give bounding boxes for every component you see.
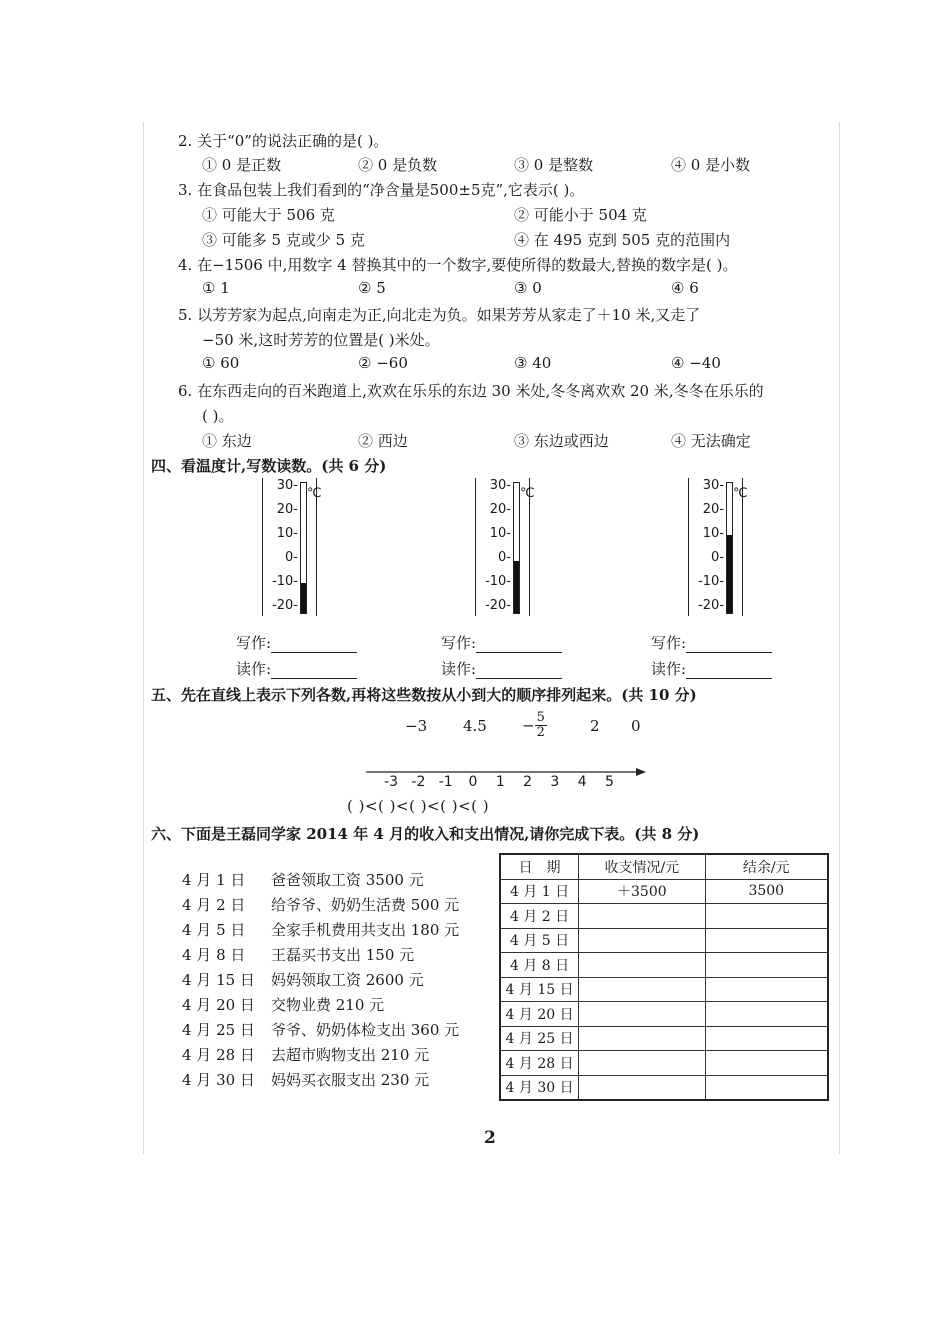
arrow-right-icon [636,768,646,776]
number-line-label: 0 [468,774,478,790]
cell-balance[interactable] [705,1075,828,1100]
number-line-label: 5 [605,774,614,790]
section-6-title: 六、下面是王磊同学家 2014 年 4 月的收入和支出情况,请你完成下表。(共 8 分) [151,825,700,843]
number-line-label: -3 [384,774,399,790]
celsius-unit: ℃ [733,486,748,501]
number-0: 0 [631,717,641,735]
q3-option-3: ③ 可能多 5 克或少 5 克 [202,231,365,249]
cell-change[interactable] [579,928,705,953]
q4-option-3: ③ 0 [514,279,542,297]
record-date: 4 月 20 日 [182,996,255,1014]
cell-change[interactable]: ＋3500 [579,879,705,904]
cell-balance[interactable] [705,904,828,929]
record-date: 4 月 5 日 [182,921,246,939]
cell-change[interactable] [579,1026,705,1051]
cell-balance[interactable] [705,928,828,953]
question-4: 4. 在−1506 中,用数字 4 替换其中的一个数字,要使所得的数最大,替换的数字是( )。 [178,256,738,274]
cell-date: 4 月 15 日 [500,977,579,1002]
header-date: 日 期 [500,854,579,879]
record-description: 妈妈买衣服支出 230 元 [271,1071,430,1089]
thermometer-3 [676,478,776,618]
number-line-label: 1 [495,774,505,790]
thermometer-tick-label: -20- [485,598,511,613]
therm3-write[interactable]: 写作: [651,632,772,653]
thermometer-tick-label: 20- [702,502,724,517]
cell-balance[interactable] [705,1002,828,1027]
table-row [500,879,828,904]
cell-date: 4 月 20 日 [500,1002,579,1027]
table-row [500,1075,828,1100]
page-number: 2 [484,1128,496,1148]
q5-option-1: ① 60 [202,354,240,372]
cell-balance[interactable] [705,1051,828,1076]
thermometer-tick-label: 10- [702,526,724,541]
thermometer-tube [513,482,520,614]
q5-option-2: ② −60 [358,354,408,372]
table-row [500,977,828,1002]
thermometer-tick-label: 10- [489,526,511,541]
thermometer-tick-label: 30- [276,478,298,493]
thermometer-tick-label: -20- [272,598,298,613]
q4-option-4: ④ 6 [671,279,699,297]
table-row [500,1002,828,1027]
record-description: 给爷爷、奶奶生活费 500 元 [271,896,460,914]
thermometer-tick-label: 0- [285,550,298,565]
q2-option-1: ① 0 是正数 [202,156,282,174]
table-row [500,928,828,953]
cell-change[interactable] [579,1002,705,1027]
number-4-5: 4.5 [463,717,487,735]
question-5-cont: −50 米,这时芳芳的位置是( )米处。 [202,331,440,349]
cell-change[interactable] [579,953,705,978]
mercury-fill [727,535,732,613]
record-description: 交物业费 210 元 [271,996,385,1014]
q2-option-2: ② 0 是负数 [358,156,438,174]
q6-option-4: ④ 无法确定 [671,432,751,450]
thermometer-2 [463,478,563,618]
table-row [500,904,828,929]
header-change: 收支情况/元 [579,854,705,879]
q6-option-2: ② 西边 [358,432,408,450]
record-date: 4 月 25 日 [182,1021,255,1039]
therm1-read[interactable]: 读作: [236,658,357,679]
celsius-unit: ℃ [520,486,535,501]
order-row[interactable]: ( )<( )<( )<( )<( ) [347,797,490,815]
question-6-cont: ( )。 [202,407,234,425]
q4-option-2: ② 5 [358,279,386,297]
thermometer-tick-label: 30- [702,478,724,493]
thermometer-tick-label: -10- [485,574,511,589]
section-5-title: 五、先在直线上表示下列各数,再将这些数按从小到大的顺序排列起来。(共 10 分) [151,686,697,704]
cell-change[interactable] [579,1075,705,1100]
q3-option-2: ② 可能小于 504 克 [514,206,647,224]
ledger-table [499,853,829,1101]
cell-date: 4 月 25 日 [500,1026,579,1051]
cell-date: 4 月 8 日 [500,953,579,978]
q5-option-3: ③ 40 [514,354,552,372]
section-4-title: 四、看温度计,写数读数。(共 6 分) [151,457,387,475]
cell-date: 4 月 30 日 [500,1075,579,1100]
table-header-row [500,854,828,879]
record-description: 王磊买书支出 150 元 [271,946,415,964]
cell-date: 4 月 28 日 [500,1051,579,1076]
cell-change[interactable] [579,1051,705,1076]
thermometer-tick-label: 0- [498,550,511,565]
record-date: 4 月 1 日 [182,871,246,889]
cell-change[interactable] [579,904,705,929]
record-description: 去超市购物支出 210 元 [271,1046,430,1064]
therm2-write[interactable]: 写作: [441,632,562,653]
thermometer-tick-label: 10- [276,526,298,541]
cell-balance[interactable] [705,953,828,978]
therm1-write[interactable]: 写作: [236,632,357,653]
cell-date: 4 月 5 日 [500,928,579,953]
mercury-fill [301,583,306,613]
table-row [500,953,828,978]
cell-balance[interactable]: 3500 [705,879,828,904]
thermometer-tube [300,482,307,614]
thermometer-tick-label: 30- [489,478,511,493]
thermometer-tube [726,482,733,614]
thermometer-tick-label: -20- [698,598,724,613]
record-description: 全家手机费用共支出 180 元 [271,921,460,939]
record-date: 4 月 28 日 [182,1046,255,1064]
number-line-label: 2 [523,774,533,790]
record-date: 4 月 15 日 [182,971,255,989]
record-date: 4 月 2 日 [182,896,246,914]
thermometer-tick-label: 0- [711,550,724,565]
q4-option-1: ① 1 [202,279,230,297]
therm3-read[interactable]: 读作: [651,658,772,679]
thermometer-tick-label: -10- [272,574,298,589]
q2-option-3: ③ 0 是整数 [514,156,594,174]
record-description: 妈妈领取工资 2600 元 [271,971,424,989]
cell-date: 4 月 1 日 [500,879,579,904]
q3-option-1: ① 可能大于 506 克 [202,206,335,224]
record-date: 4 月 30 日 [182,1071,255,1089]
question-3: 3. 在食品包装上我们看到的“净含量是500±5克”,它表示( )。 [178,181,585,199]
cell-date: 4 月 2 日 [500,904,579,929]
table-row [500,1026,828,1051]
cell-balance[interactable] [705,1026,828,1051]
record-date: 4 月 8 日 [182,946,246,964]
number-line-label: -1 [438,774,453,790]
q3-option-4: ④ 在 495 克到 505 克的范围内 [514,231,731,249]
record-description: 爷爷、奶奶体检支出 360 元 [271,1021,460,1039]
number-line-label: 4 [577,774,587,790]
celsius-unit: ℃ [307,486,322,501]
q5-option-4: ④ −40 [671,354,721,372]
q6-option-1: ① 东边 [202,432,252,450]
question-2: 2. 关于“0”的说法正确的是( )。 [178,132,389,150]
number-neg-fraction: − $\frac{5}{2}$ [522,710,545,740]
number-2: 2 [590,717,600,735]
thermometer-tick-label: 20- [276,502,298,517]
number-line-label: 3 [550,774,560,790]
thermometer-tick-label: -10- [698,574,724,589]
cell-change[interactable] [579,977,705,1002]
thermometer-1 [250,478,350,618]
question-6: 6. 在东西走向的百米跑道上,欢欢在乐乐的东边 30 米处,冬冬离欢欢 20 米,冬冬在乐乐的 [178,382,764,400]
thermometer-tick-label: 20- [489,502,511,517]
table-row [500,1051,828,1076]
number-line-label: -2 [411,774,426,790]
q6-option-3: ③ 东边或西边 [514,432,609,450]
q2-option-4: ④ 0 是小数 [671,156,751,174]
cell-balance[interactable] [705,977,828,1002]
question-5: 5. 以芳芳家为起点,向南走为正,向北走为负。如果芳芳从家走了＋10 米,又走了 [178,306,701,324]
therm2-read[interactable]: 读作: [441,658,562,679]
record-description: 爸爸领取工资 3500 元 [271,871,424,889]
header-balance: 结余/元 [705,854,828,879]
number-neg3: −3 [405,717,428,735]
mercury-fill [514,561,519,613]
